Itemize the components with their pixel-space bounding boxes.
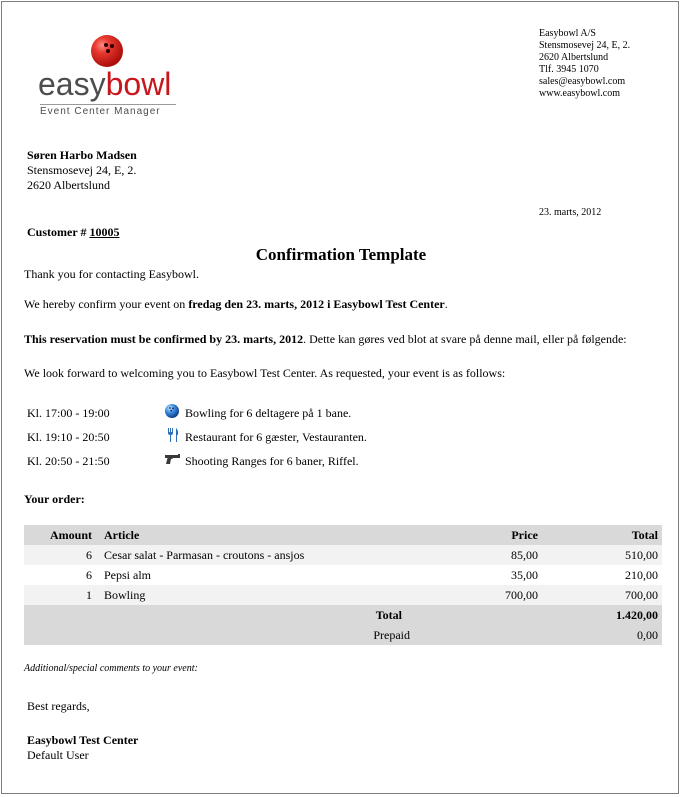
- company-street: Stensmosevej 24, E, 2.: [539, 40, 631, 51]
- confirm-suffix: .: [444, 297, 448, 311]
- company-name: Easybowl A/S: [539, 28, 596, 39]
- company-web: www.easybowl.com: [539, 88, 621, 99]
- schedule-time: Kl. 20:50 - 21:50: [27, 454, 110, 468]
- schedule-time: Kl. 19:10 - 20:50: [27, 430, 110, 444]
- prepaid-row: [24, 625, 662, 645]
- total-row: [24, 605, 662, 625]
- prepaid-label: [92, 625, 448, 645]
- pistol-icon: [164, 452, 182, 466]
- total-value: 1.420,00: [538, 605, 662, 625]
- cell-total: 210,00: [538, 565, 662, 585]
- customer-label: Customer #: [27, 225, 90, 239]
- confirm-text: [24, 297, 448, 312]
- logo-word-dark: easy: [38, 66, 106, 102]
- cell-article: Pepsi alm: [92, 565, 448, 585]
- cell-price: 35,00: [448, 565, 538, 585]
- schedule-desc: Bowling for 6 deltagere på 1 bane.: [185, 406, 352, 420]
- cell-total: 510,00: [538, 545, 662, 565]
- table-row: [24, 545, 662, 565]
- schedule-desc: Shooting Ranges for 6 baner, Riffel.: [185, 454, 359, 468]
- cell-article: Cesar salat - Parmasan - croutons - ansjos: [92, 545, 448, 565]
- cell-price: 85,00: [448, 545, 538, 565]
- cell-total: 700,00: [538, 585, 662, 605]
- reservation-rest: . Dette kan gøres ved blot at svare på denne mail, eller på følgende:: [303, 332, 627, 346]
- prepaid-spacer: [448, 625, 538, 645]
- order-heading: Your order:: [24, 492, 85, 506]
- prepaid-spacer: [24, 625, 92, 645]
- table-row: [24, 565, 662, 585]
- total-label-text: Total: [375, 608, 402, 622]
- total-label: [92, 605, 448, 625]
- total-spacer: [24, 605, 92, 625]
- look-forward-text: We look forward to welcoming you to Easybowl Test Center. As requested, your event is as follows:: [24, 366, 506, 380]
- cell-amount: 1: [24, 585, 92, 605]
- company-city: 2620 Albertslund: [539, 52, 609, 63]
- cell-amount: 6: [24, 545, 92, 565]
- schedule-desc: Restaurant for 6 gæster, Vestauranten.: [185, 430, 367, 444]
- document-title: Confirmation Template: [255, 245, 427, 264]
- logo-tagline: Event Center Manager: [40, 106, 161, 117]
- bowling-ball-icon: [164, 403, 180, 419]
- thanks-text: Thank you for contacting Easybowl.: [24, 267, 199, 281]
- schedule-time: Kl. 17:00 - 19:00: [27, 406, 110, 420]
- document-date: 23. marts, 2012: [539, 207, 602, 218]
- recipient-street: Stensmosevej 24, E, 2.: [27, 163, 137, 177]
- logo-word-red: bowl: [105, 66, 172, 102]
- col-header-article: Article: [92, 525, 448, 545]
- confirm-event: fredag den 23. marts, 2012 i Easybowl Test Center: [188, 297, 445, 311]
- prepaid-label-text: Prepaid: [373, 628, 410, 642]
- recipient-name: Søren Harbo Madsen: [27, 148, 137, 162]
- cell-article: Bowling: [92, 585, 448, 605]
- col-header-amount: Amount: [24, 525, 92, 545]
- logo-divider: [40, 104, 176, 105]
- table-header-row: [24, 525, 662, 545]
- reservation-deadline: This reservation must be confirmed by 23. marts, 2012: [24, 332, 304, 346]
- company-phone: Tlf. 3945 1070: [539, 64, 599, 75]
- col-header-price: Price: [448, 525, 538, 545]
- company-info: [539, 28, 630, 100]
- reservation-text: [24, 332, 627, 347]
- logo-wordmark: [38, 68, 171, 100]
- customer-number: [27, 225, 119, 240]
- signature-center: Easybowl Test Center: [27, 733, 139, 747]
- cell-price: 700,00: [448, 585, 538, 605]
- prepaid-value: 0,00: [538, 625, 662, 645]
- bowling-ball-logo-icon: [91, 35, 123, 67]
- recipient-address: [27, 148, 137, 193]
- fork-knife-icon: [166, 427, 180, 443]
- customer-number-value: 10005: [89, 225, 120, 239]
- comment-label: Additional/special comments to your event:: [24, 663, 198, 674]
- company-email: sales@easybowl.com: [539, 76, 626, 87]
- confirmation-document: [1, 1, 679, 794]
- order-table: [24, 525, 662, 645]
- confirm-prefix: We hereby confirm your event on: [24, 297, 189, 311]
- col-header-total: Total: [538, 525, 662, 545]
- total-spacer: [448, 605, 538, 625]
- signature-user: Default User: [27, 748, 89, 762]
- cell-amount: 6: [24, 565, 92, 585]
- recipient-city: 2620 Albertslund: [27, 178, 110, 192]
- regards-text: Best regards,: [27, 699, 90, 713]
- table-row: [24, 585, 662, 605]
